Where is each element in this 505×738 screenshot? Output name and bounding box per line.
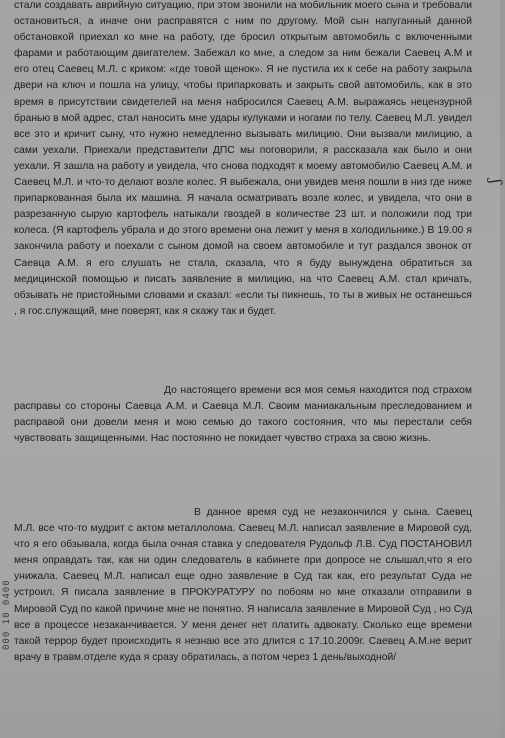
- handwritten-margin-mark: ʃ: [486, 179, 505, 184]
- paragraph-court-proceedings-text: В данное время суд не незакончился у сына. Саевец М.Л. все что-то мудрит с актом металлолома. Саевец М.Л. написал заявление в Мировой суд, что я его обзывала, когда была очная ставка у следователя Рудольф Л.В. Суд ПОСТАНОВИЛ меня оправдать так, как ни один следователь в кабинете при допросе не слышал,что я его унижала. Саевец М.Л. написал еще одно заявление в Суд так как, его результат Суда не устроил. Я писала заявление в ПРОКУРАТУРУ по побоям но мне отказали отправили в Мировой Суд по какой причине мне не понятно. Я написала заявление в Мировой Суд , но Суд все в процессе незаканчивается. У меня денег нет платить адвокату. Сколько еще времени такой террор будет происходить я незнаю все это длится с 17.10.2009г. Саевец А.М.не верит врачу в травм.отделе куда я сразу обратилась, а потом через 1 день/выходной/: [14, 507, 472, 663]
- paragraph-court-proceedings: [14, 505, 472, 666]
- paragraph-family-fear-text: До настоящего времени вся моя семья находится под страхом расправы со стороны Саевца А.М. и Саевца М.Л. Своим маниакальным преследованием и расправой они довели меня и мою семью до такого состояния, что мы перестали себя чувствовать защищенными. Нас постоянно не покидает чувство страха за свою жизнь.: [14, 385, 472, 445]
- side-stamp-number: 000 10 0400: [2, 579, 12, 650]
- paragraph-assault-account: стали создавать аврийную ситуацию, при этом звонили на мобильник моего сына и требовали остановиться, а иначе они расправятся с ним по другому. Мой сын напуганный данной обстановкой приехал ко мне на работу, где бросил открытым автомобиль с включенными фарами и работающим двигателем. Забежал ко мне, а следом за ним бежали Саевец А.М и его отец Саевец М.Л. с криком: «где товой щенок». Я не пустила их к себе на работу закрыла двери на ключ и пошла на улицу, чтобы припарковать и закрыть свой автомобиль, как в это время в присутствии свидетелей на меня набросился Саевец А.М. выражаясь нецензурной бранью в мой адрес, стал наносить мне удары кулуками и ногами по телу. Саевец М.Л. увидел все это и кричит сыну, что нужно немедленно вызывать милицию. Они вызвали милицию, а сами уехали. Приехали представители ДПС мы поговорили, я рассказала как было и они уехали. Я зашла на работу и увидела, что снова подходят к моему автомобилю Саевец А.М. и Саевец М.Л. и что-то делают возле колес. Я выбежала, они увидев меня пошли в низ где ниже припаркованная была их машина. Я начала осматривать возле колес, и увидела, что они в разрезанную сырую картофель натыкали гвоздей в количестве 23 шт. и положили под три колеса. (Я картофель убрала и до этого времени она лежит у меня в холодильнике.) В 19.00 я закончила работу и поехали с сыном домой на своем автомобиле и тут раздался звонок от Саевца А.М. я его слушать не стала, сказала, что я буду вынуждена обратиться за медицинской помощью и писать заявление в милицию, на что Саевец А.М. стал кричать, обзывать не пристойными словами и сказал: «если ты пикнешь, то ты в живых не останешься , я гос.служащий, мне поверят, как я скажу так и будет.: [14, 0, 472, 317]
- paragraph-family-fear: [14, 383, 472, 447]
